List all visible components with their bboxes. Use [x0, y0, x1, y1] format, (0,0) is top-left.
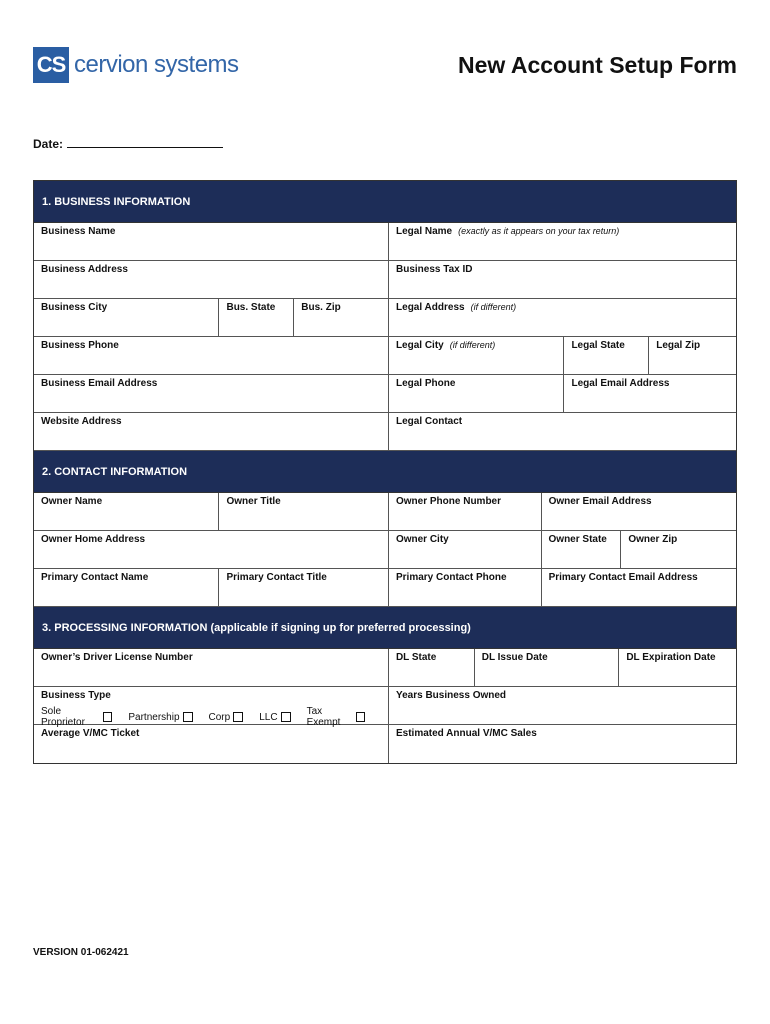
field-label: Business Tax ID: [395, 264, 473, 275]
checkbox[interactable]: [356, 712, 365, 722]
legal-state-field[interactable]: [564, 337, 649, 374]
field-label: Estimated Annual V/MC Sales: [395, 728, 537, 739]
legal-name-field[interactable]: [389, 223, 736, 260]
field-note: (if different): [470, 302, 517, 312]
checkbox[interactable]: [233, 712, 243, 722]
field-label: Primary Contact Name: [41, 572, 149, 583]
field-label: Business City: [41, 302, 108, 313]
form-row: [34, 223, 736, 261]
form-row: [34, 413, 736, 451]
primary-contact-title-field[interactable]: [219, 569, 389, 606]
field-label: DL Expiration Date: [626, 652, 716, 663]
field-label: Legal Contact: [395, 416, 463, 427]
business-address-field[interactable]: [34, 261, 389, 298]
dl-number-field[interactable]: [34, 649, 389, 686]
version-label: VERSION 01-062421: [33, 947, 129, 958]
legal-phone-field[interactable]: [389, 375, 565, 412]
field-label: Business Name: [41, 226, 116, 237]
dl-issue-field[interactable]: [475, 649, 620, 686]
field-label: Owner Zip: [628, 534, 678, 545]
form-row: [34, 687, 736, 728]
option-label: LLC: [259, 711, 278, 723]
legal-contact-field[interactable]: [389, 413, 736, 450]
dl-state-field[interactable]: [389, 649, 475, 686]
business-phone-field[interactable]: [34, 337, 389, 374]
legal-address-field[interactable]: [389, 299, 736, 336]
field-label: Business Address: [41, 264, 128, 275]
field-label: Business Phone: [41, 340, 119, 351]
field-label: Business Type: [41, 690, 111, 701]
form-row: [34, 337, 736, 375]
owner-title-field[interactable]: [219, 493, 389, 530]
owner-city-field[interactable]: [389, 531, 542, 568]
avg-ticket-field[interactable]: [34, 725, 389, 763]
field-label: Legal Email Address: [571, 378, 670, 389]
date-input-line[interactable]: [67, 137, 223, 148]
business-tax-id-field[interactable]: [389, 261, 736, 298]
section-header-contact: 2. CONTACT INFORMATION: [34, 451, 736, 493]
page-title: New Account Setup Form: [458, 52, 737, 78]
owner-state-field[interactable]: [542, 531, 622, 568]
website-field[interactable]: [34, 413, 389, 450]
legal-city-field[interactable]: [389, 337, 565, 374]
field-label: Legal Phone: [395, 378, 456, 389]
business-email-field[interactable]: [34, 375, 389, 412]
field-label: Owner Email Address: [548, 496, 652, 507]
account-form: [33, 180, 737, 764]
date-field[interactable]: [33, 137, 223, 151]
field-label: Owner Title: [226, 496, 281, 507]
business-city-field[interactable]: [34, 299, 219, 336]
form-row: [34, 493, 736, 531]
checkbox[interactable]: [103, 712, 112, 722]
primary-contact-name-field[interactable]: [34, 569, 219, 606]
form-row: [34, 375, 736, 413]
field-label: Bus. State: [226, 302, 276, 313]
field-label: Primary Contact Title: [226, 572, 327, 583]
section-header-business: 1. BUSINESS INFORMATION: [34, 181, 736, 223]
field-label: Legal Name: [395, 226, 453, 237]
field-label: Business Email Address: [41, 378, 158, 389]
primary-contact-email-field[interactable]: [542, 569, 736, 606]
field-label: Primary Contact Phone: [395, 572, 507, 583]
logo-mark: CS: [33, 47, 69, 83]
checkbox[interactable]: [281, 712, 291, 722]
option-label: Partnership: [128, 711, 180, 723]
field-label: Years Business Owned: [395, 690, 507, 701]
owner-name-field[interactable]: [34, 493, 219, 530]
annual-sales-field[interactable]: [389, 725, 736, 763]
field-label: Owner City: [395, 534, 449, 545]
option-label: Tax Exempt: [306, 706, 341, 728]
option-label: Corp: [208, 711, 231, 723]
bus-zip-field[interactable]: [294, 299, 389, 336]
field-label: DL Issue Date: [481, 652, 548, 663]
date-label: Date:: [33, 137, 64, 151]
business-name-field[interactable]: [34, 223, 389, 260]
form-row: [34, 261, 736, 299]
company-logo: [33, 46, 239, 84]
field-label: Owner’s Driver License Number: [41, 652, 193, 663]
field-label: Owner State: [548, 534, 607, 545]
field-label: Legal State: [571, 340, 625, 351]
section-header-processing: 3. PROCESSING INFORMATION (applicable if signing up for preferred processing): [34, 607, 736, 649]
form-row: [34, 531, 736, 569]
field-label: Legal Address: [396, 302, 465, 313]
field-label: Average V/MC Ticket: [41, 728, 140, 739]
field-note: (if different): [449, 340, 496, 350]
legal-zip-field[interactable]: [649, 337, 736, 374]
business-type-field: [34, 687, 389, 728]
owner-email-field[interactable]: [542, 493, 736, 530]
owner-zip-field[interactable]: [621, 531, 736, 568]
field-label: Owner Home Address: [41, 534, 146, 545]
form-row: [34, 299, 736, 337]
owner-phone-field[interactable]: [389, 493, 542, 530]
legal-email-field[interactable]: [564, 375, 736, 412]
primary-contact-phone-field[interactable]: [389, 569, 542, 606]
logo-name: cervion systems: [74, 51, 239, 78]
form-row: [34, 649, 736, 687]
field-label: Legal City: [395, 340, 444, 351]
field-label: Bus. Zip: [301, 302, 341, 313]
field-note: (exactly as it appears on your tax return): [458, 226, 620, 236]
field-label: Owner Name: [41, 496, 103, 507]
owner-home-address-field[interactable]: [34, 531, 389, 568]
field-label: DL State: [395, 652, 437, 663]
option-label: Sole Proprietor: [41, 706, 85, 728]
field-label: Primary Contact Email Address: [548, 572, 698, 583]
dl-expiration-field[interactable]: [619, 649, 736, 686]
years-owned-field[interactable]: [389, 687, 736, 724]
form-row: [34, 725, 736, 763]
bus-state-field[interactable]: [219, 299, 294, 336]
field-label: Owner Phone Number: [395, 496, 501, 507]
checkbox[interactable]: [183, 712, 193, 722]
field-label: Legal Zip: [656, 340, 701, 351]
form-row: [34, 569, 736, 607]
field-label: Website Address: [41, 416, 122, 427]
